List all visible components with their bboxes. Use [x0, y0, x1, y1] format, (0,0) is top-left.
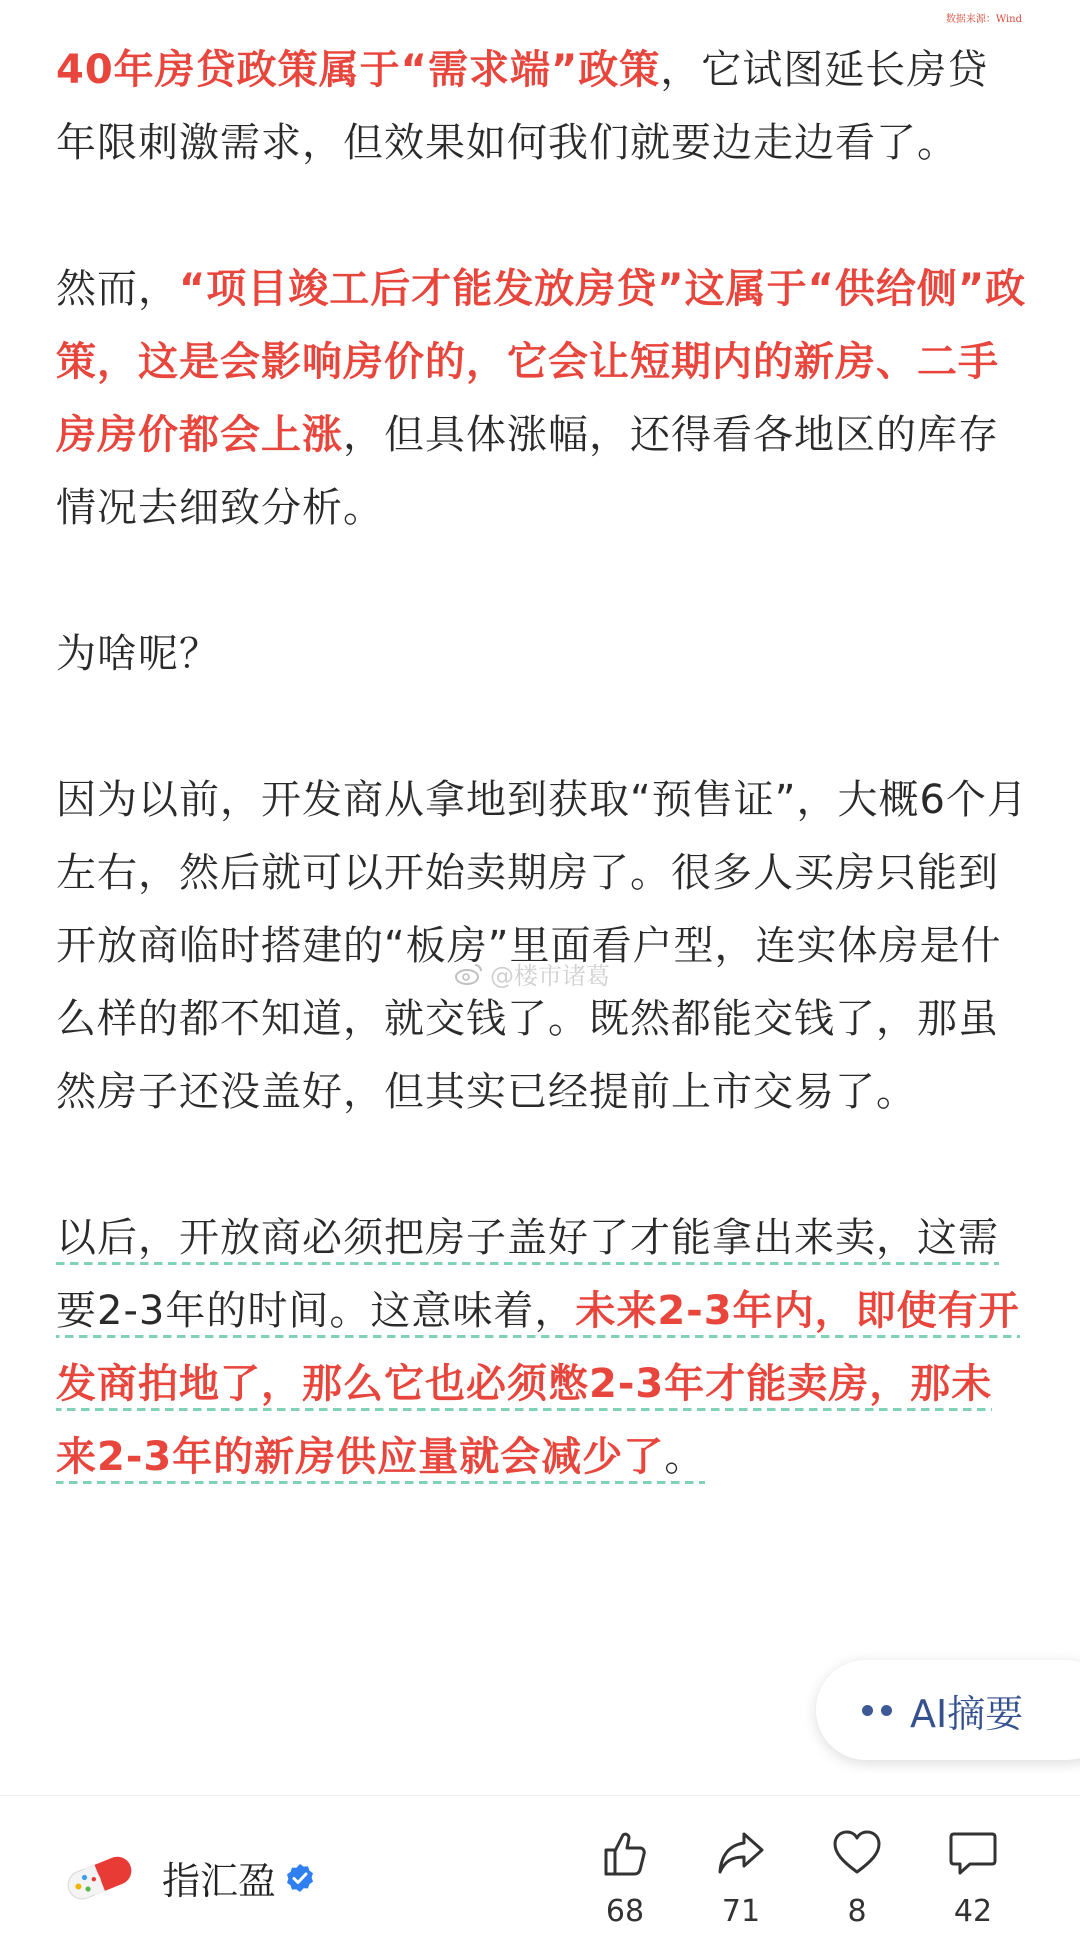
ai-summary-label: AI摘要	[910, 1691, 1024, 1736]
author-info[interactable]	[162, 1850, 316, 1905]
share-count: 71	[721, 1894, 761, 1929]
heart-icon	[830, 1826, 884, 1880]
annotated-text[interactable]	[56, 1215, 1020, 1484]
highlight-text: 40年房贷政策属于“需求端”政策	[56, 47, 661, 93]
paragraph-5	[56, 1202, 1028, 1494]
paragraph-4: 因为以前，开发商从拿地到获取“预售证”，大概6个月左右，然后就可以开始卖期房了。很多人买房只能到开放商临时搭建的“板房”里面看户型，连实体房是什么样的都不知道，就交钱了。既然都能交钱了，那虽然房子还没盖好，但其实已经提前上市交易了。	[56, 777, 1028, 1115]
highlight-text: 未来2-3年内，即使有开发商拍地了，那么它也必须憋2-3年才能卖房，那未来2-3年的新房供应量就会减少了	[56, 1288, 1020, 1480]
body-text: ，它试图延长房贷年限刺激需求，但效果如何我们就要边走边看了。	[56, 47, 989, 166]
data-source-note: 数据来源：Wind	[945, 14, 1022, 25]
share-button[interactable]	[701, 1826, 781, 1929]
body-text: 然而，	[56, 266, 179, 312]
paragraph-1	[56, 34, 1028, 180]
share-icon	[714, 1826, 768, 1880]
watermark	[454, 956, 610, 991]
favorite-count: 8	[847, 1894, 867, 1929]
thumbs-up-icon	[598, 1826, 652, 1880]
like-button[interactable]	[585, 1826, 665, 1929]
verified-badge-icon	[284, 1862, 316, 1894]
weibo-logo-icon	[454, 962, 484, 986]
like-count: 68	[605, 1894, 645, 1929]
watermark-text: @楼市诸葛	[490, 962, 610, 990]
author-name[interactable]: 指汇盈	[162, 1859, 277, 1903]
ai-dots-icon	[862, 1705, 892, 1716]
comment-button[interactable]	[933, 1826, 1013, 1929]
highlight-text: “项目竣工后才能发放房贷”这属于“供给侧”政策，这是会影响房价的，它会让短期内的新房、二手房房价都会上涨	[56, 266, 1027, 458]
body-text: 以后，开放商必须把房子盖好了才能拿出来卖，这需要2-3年的时间。这意味着，	[56, 1215, 999, 1334]
body-text: 。	[664, 1434, 706, 1480]
footer-bar	[0, 1796, 1080, 1947]
comment-icon	[946, 1826, 1000, 1880]
ai-summary-button[interactable]	[816, 1660, 1080, 1760]
paragraph-3: 为啥呢？	[56, 631, 220, 677]
article-body	[56, 34, 1028, 1494]
avatar[interactable]	[54, 1844, 144, 1908]
body-text: ，但具体涨幅，还得看各地区的库存情况去细致分析。	[56, 412, 999, 531]
paragraph-2	[56, 253, 1028, 545]
comment-count: 42	[953, 1894, 993, 1929]
favorite-button[interactable]	[817, 1826, 897, 1929]
